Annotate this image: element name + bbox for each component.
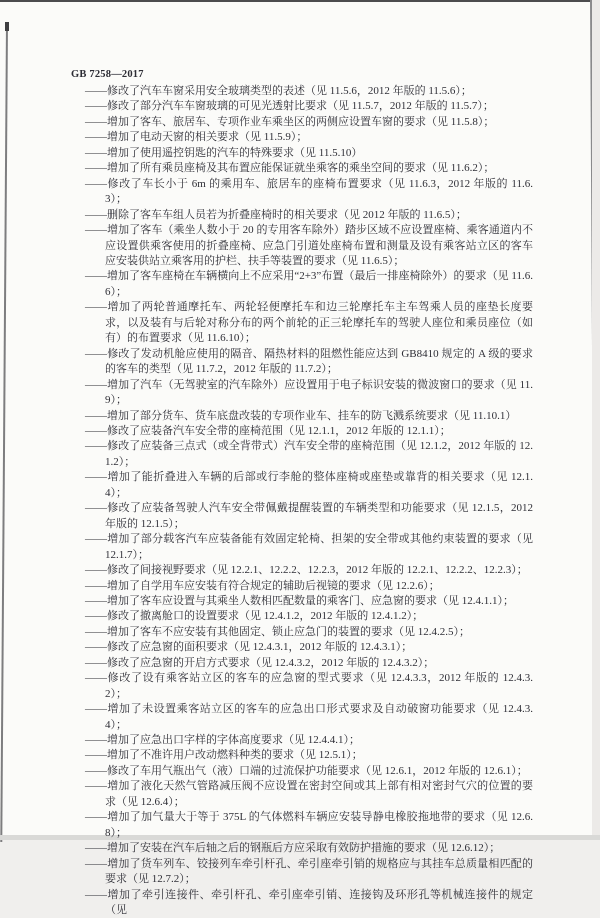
change-list-item: ——删除了客车车组人员若为折叠座椅时的相关要求（见 2012 年版的 11.6.5）； (85, 208, 467, 221)
change-list-item: ——修改了车长小于 6m 的乘用车、旅居车的座椅布置要求（见 11.6.3，2012 年版的 11.6.3）； (85, 177, 533, 206)
change-list (85, 84, 533, 918)
change-list-item: ——增加了客车、旅居车、专项作业车乘坐区的两侧应设置车窗的要求（见 11.5.8）； (85, 115, 495, 128)
page-content (71, 68, 533, 918)
change-list-item: ——增加了两轮普通摩托车、两轮轻便摩托车和边三轮摩托车主车驾乘人员的座垫长度要求，以及装有与后轮对称分布的两个前轮的正三轮摩托车的驾驶人座位和乘员座位（如有）的布置要求（见 11.6.10）； (85, 301, 533, 345)
standard-number-header: GB 7258—2017 (71, 69, 144, 80)
change-list-item: ——修改了撤离舱口的设置要求（见 12.4.1.2，2012 年版的 12.4.1.2）； (85, 610, 424, 623)
change-list-item: ——增加了能折叠进入车辆的后部或行李舱的整体座椅或座垫或靠背的相关要求（见 12.1.4）； (85, 471, 533, 499)
change-list-item: ——增加了使用遥控钥匙的汽车的特殊要求（见 11.5.10） (85, 146, 363, 159)
change-list-item: ——增加了未设置乘客站立区的客车的应急出口形式要求及自动破窗功能要求（见 12.4.3.4）； (85, 703, 533, 731)
change-list-item: ——增加了部分载客汽车应装备能有效固定轮椅、担架的安全带或其他约束装置的要求（见 12.1.7）； (85, 533, 533, 561)
change-list-item: ——增加了客车应设置与其乘坐人数相匹配数量的乘客门、应急窗的要求（见 12.4.1.1）； (85, 594, 514, 607)
scan-edge-left-notch (5, 22, 9, 31)
change-list-item: ——修改了间接视野要求（见 12.2.1、12.2.2、12.2.3，2012 年版的 12.2.1、12.2.2、12.2.3）； (85, 564, 528, 577)
change-list-item: ——修改了应装备三点式（或全背带式）汽车安全带的座椅范围（见 12.1.2，2012 年版的 12.1.2）； (85, 440, 533, 468)
change-list-item: ——增加了客车（乘坐人数小于 20 的专用客车除外）踏步区域不应设置座椅、乘客通道内不应设置供乘客使用的折叠座椅、应急门引道处座椅布置和测量及设有乘客站立区的客车应安装供站立乘客用的护栏、扶手等装置的要求（见 11.6.5）； (85, 224, 533, 267)
change-list-item: ——修改了设有乘客站立区的客车的应急窗的型式要求（见 12.4.3.3，2012 年版的 12.4.3.2）； (85, 672, 533, 700)
scan-margin-right (592, 0, 600, 840)
change-list-item: ——增加了客车座椅在车辆横向上不应采用“2+3”布置（最后一排座椅除外）的要求（见 11.6.6）； (85, 270, 533, 298)
change-list-item: ——增加了不准许用户改动燃料种类的要求（见 12.5.1）； (85, 749, 363, 762)
change-list-item: ——修改了应急窗的面积要求（见 12.4.3.1，2012 年版的 12.4.3.1）； (85, 641, 413, 654)
change-list-item: ——增加了应急出口字样的字体高度要求（见 12.4.4.1）； (85, 734, 360, 747)
change-list-item: ——增加了自学用车应安装有符合规定的辅助后视镜的要求（见 12.2.6）； (85, 579, 440, 592)
change-list-item: ——增加了电动天窗的相关要求（见 11.5.9）； (85, 131, 308, 144)
change-list-item: ——修改了发动机舱应使用的隔音、隔热材料的阻燃性能应达到 GB8410 规定的 A 级的要求的客车的类型（见 11.7.2，2012 年版的 11.7.2）； (85, 347, 533, 376)
change-list-item: ——增加了所有乘员座椅及其布置应能保证就坐乘客的乘坐空间的要求（见 11.6.2）； (85, 162, 495, 175)
change-list-item: ——增加了汽车（无驾驶室的汽车除外）应设置用于电子标识安装的微波窗口的要求（见 11.9）； (85, 378, 533, 407)
change-list-item: ——增加了部分货车、货车底盘改装的专项作业车、挂车的防飞溅系统要求（见 11.10.1） (85, 409, 517, 422)
scan-edge-top (0, 0, 590, 2)
change-list-item: ——修改了部分汽车车窗玻璃的可见光透射比要求（见 11.5.7，2012 年版的 11.5.7）； (85, 100, 494, 113)
change-list-item: ——修改了应装备驾驶人汽车安全带佩戴提醒装置的车辆类型和功能要求（见 12.1.5，2012 年版的 12.1.5）； (85, 502, 533, 530)
change-list-item: ——修改了应急窗的开启方式要求（见 12.4.3.2，2012 年版的 12.4.3.2）； (85, 656, 435, 669)
change-list-item: ——修改了车用气瓶出气（液）口端的过流保护功能要求（见 12.6.1，2012 年版的 12.6.1）； (85, 764, 528, 777)
change-list-item: ——增加了客车不应安装有其他固定、锁止应急门的装置的要求（见 12.4.2.5）； (85, 625, 470, 638)
change-list-item: ——增加了安装在汽车后轴之后的钢瓶后方应采取有效防护措施的要求（见 12.6.12）； (85, 842, 501, 855)
change-list-item: ——增加了牵引连接件、牵引杆孔、牵引座牵引销、连接钩及环形孔等机械连接件的规定（见 (85, 888, 533, 917)
scan-edge-left (0, 22, 8, 842)
change-list-item: ——增加了液化天然气管路减压阀不应设置在密封空间或其上部有相对密封气穴的位置的要求（见 12.6.4）； (85, 780, 533, 808)
change-list-item: ——修改了应装备汽车安全带的座椅范围（见 12.1.1，2012 年版的 12.1.1）； (85, 424, 451, 437)
change-list-item: ——增加了加气量大于等于 375L 的气体燃料车辆应安装导静电橡胶拖地带的要求（见 12.6.8）； (85, 811, 533, 839)
change-list-item: ——修改了汽车车窗采用安全玻璃类型的表述（见 11.5.6，2012 年版的 11.5.6）； (85, 85, 472, 97)
change-list-item: ——增加了货车列车、铰接列车牵引杆孔、牵引座牵引销的规格应与其挂车总质量相匹配的要求（见 12.7.2）； (85, 857, 533, 886)
